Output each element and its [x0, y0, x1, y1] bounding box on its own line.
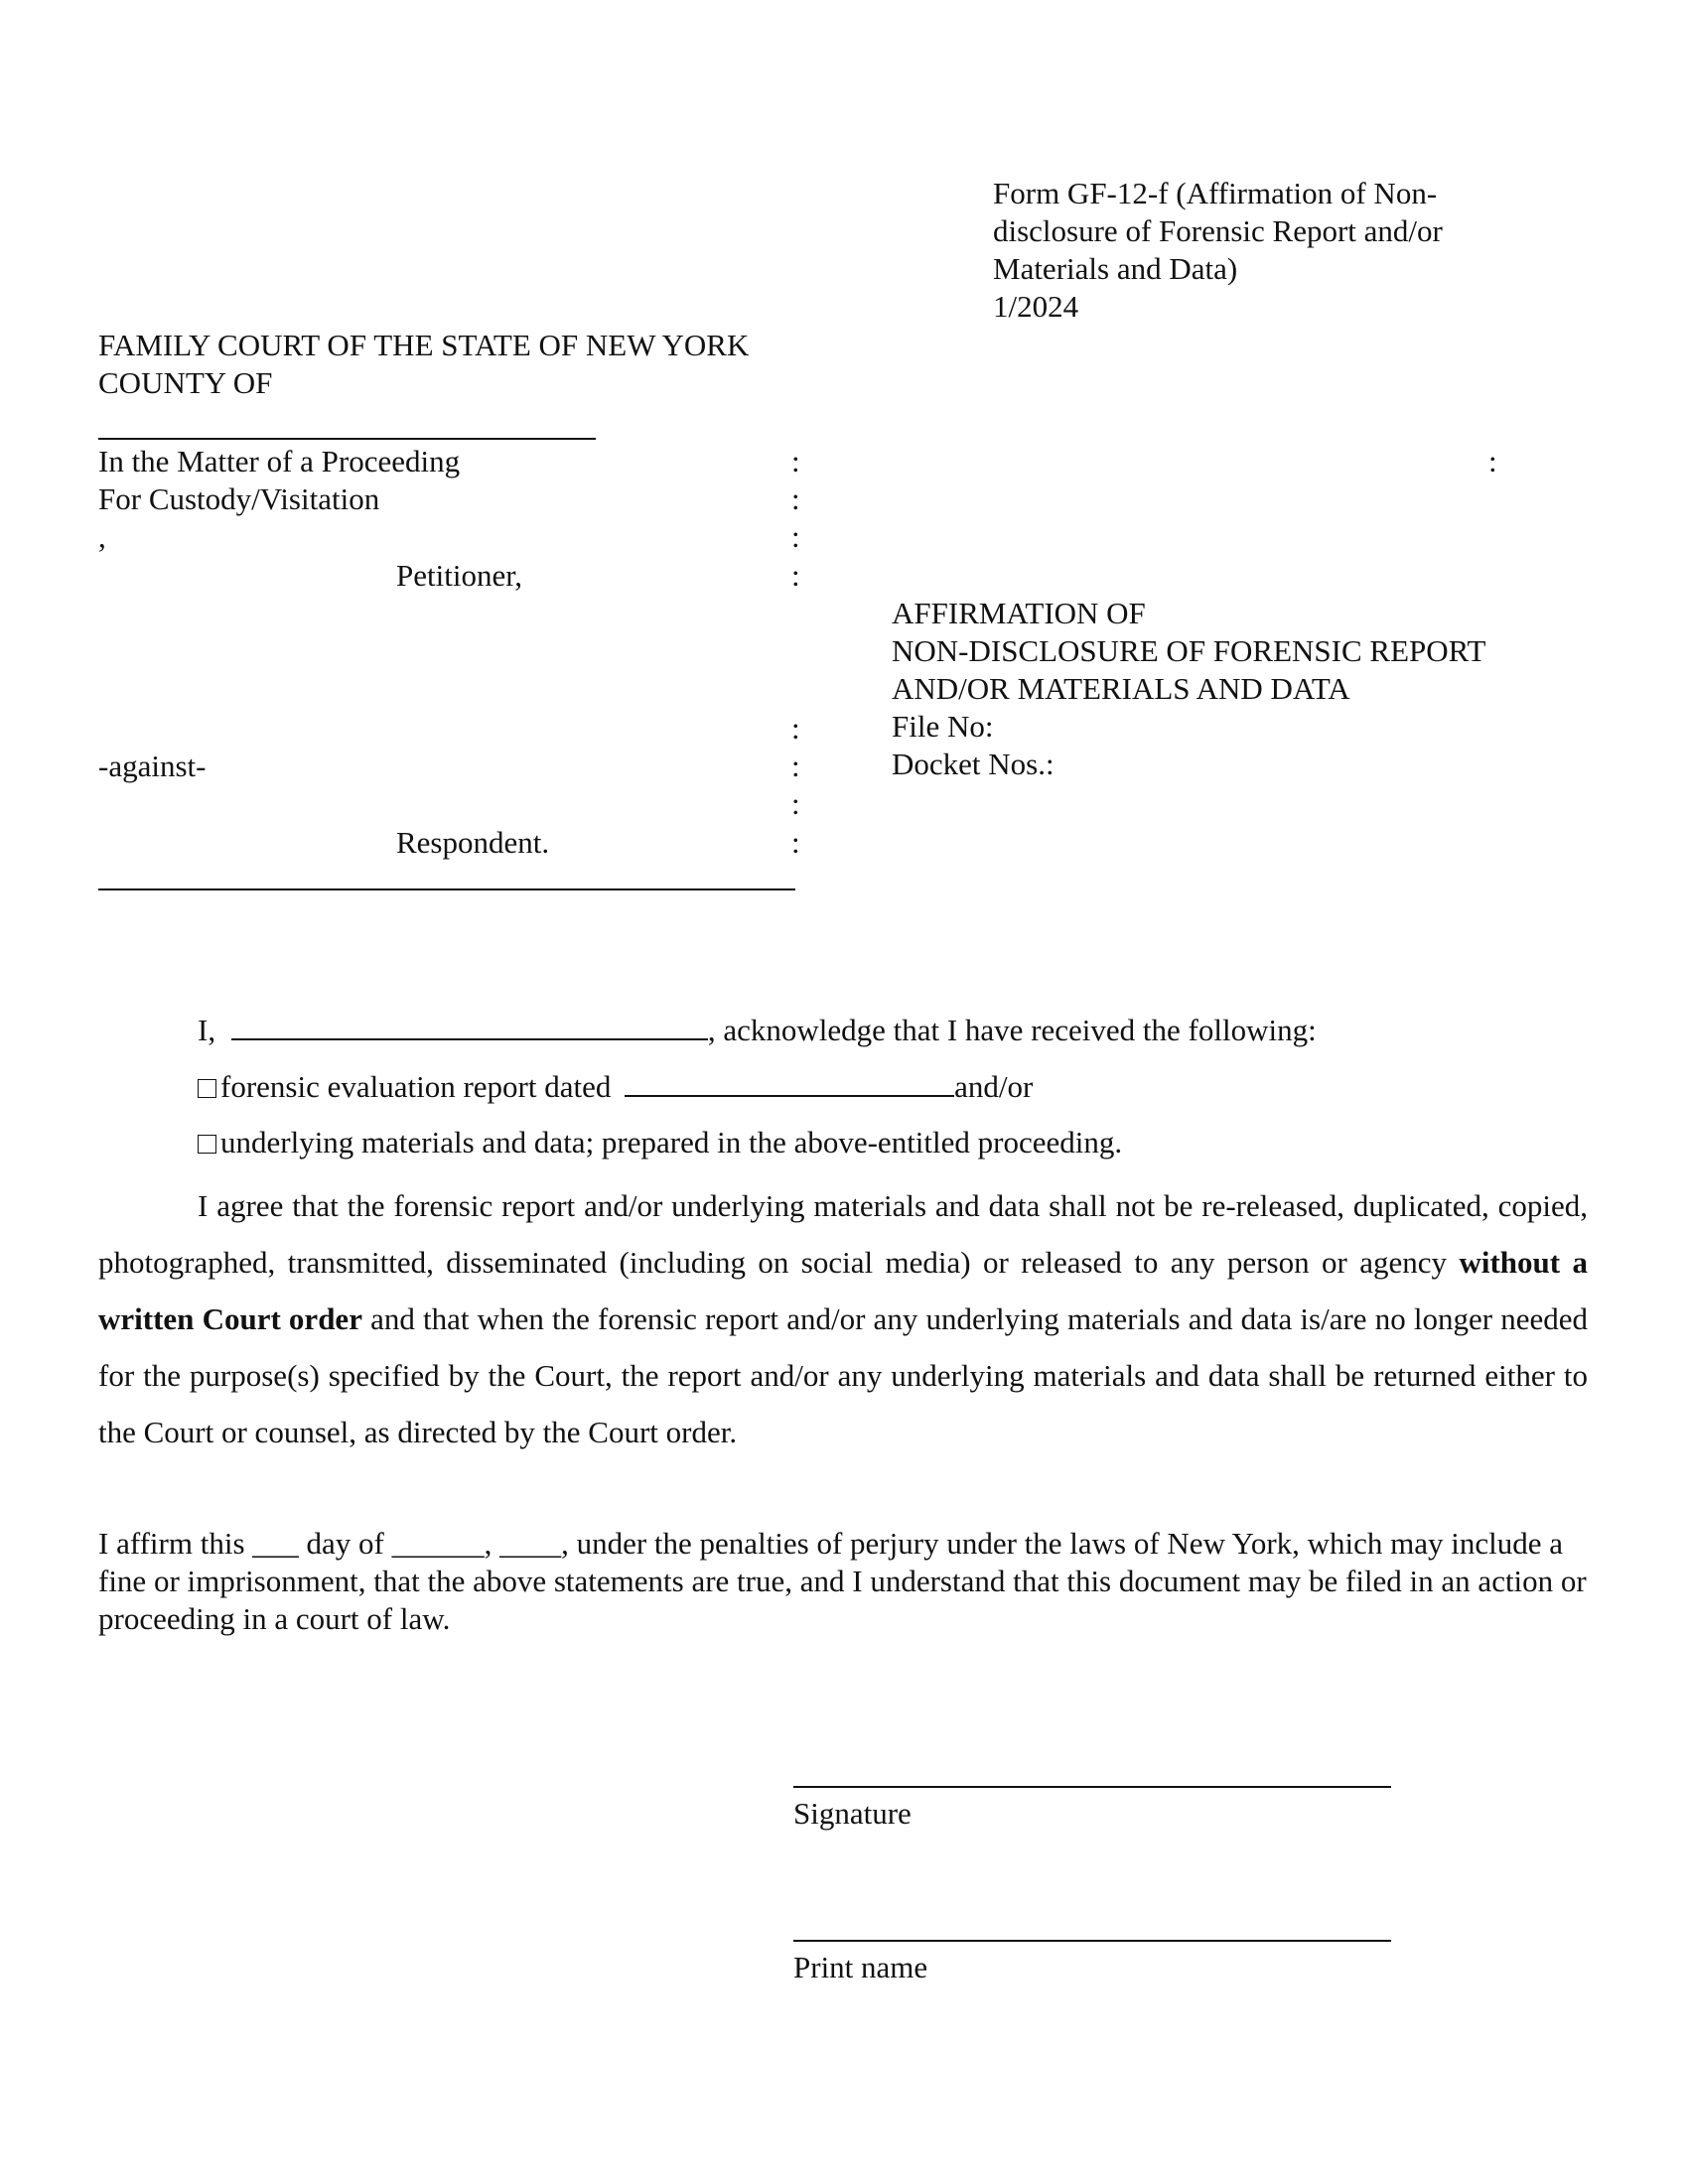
underlying-materials-checkbox[interactable]: [198, 1135, 216, 1154]
caption-colon: :: [791, 519, 800, 554]
affirmant-name-field[interactable]: [231, 1011, 708, 1040]
acknowledgement-line: [198, 1011, 1317, 1049]
court-heading: [98, 327, 749, 402]
against-label: -against-: [98, 749, 207, 783]
title-line-3: AND/OR MATERIALS AND DATA: [892, 671, 1350, 706]
option-underlying-materials: [198, 1124, 1122, 1161]
form-revision-date: 1/2024: [993, 289, 1079, 324]
option-forensic-report-label: forensic evaluation report dated: [220, 1069, 612, 1104]
docket-nos-label: Docket Nos.:: [892, 747, 1055, 781]
signature-line[interactable]: [793, 1786, 1391, 1788]
form-id-line-3: Materials and Data): [993, 251, 1238, 286]
report-date-field[interactable]: [625, 1067, 954, 1097]
matter-line-1: In the Matter of a Proceeding: [98, 444, 461, 478]
acknowledgement-suffix: , acknowledge that I have received the following:: [707, 1013, 1317, 1047]
form-identifier: [993, 175, 1443, 326]
print-name-label: Print name: [793, 1950, 928, 1984]
caption-colon: :: [791, 825, 800, 860]
caption-colon: :: [791, 786, 800, 821]
option-underlying-materials-label: underlying materials and data; prepared in the above-entitled proceeding.: [220, 1125, 1123, 1160]
caption-colon-right: :: [1488, 444, 1497, 478]
respondent-label: Respondent.: [396, 825, 550, 860]
print-name-line[interactable]: [793, 1940, 1391, 1942]
acknowledgement-prefix: I,: [198, 1013, 216, 1047]
caption-colon: :: [791, 444, 800, 478]
file-no-label: File No:: [892, 709, 994, 744]
title-line-2: NON-DISCLOSURE OF FORENSIC REPORT: [892, 633, 1486, 668]
petitioner-label: Petitioner,: [396, 558, 523, 593]
petitioner-name-comma: ,: [98, 519, 106, 554]
agreement-text-1: I agree that the forensic report and/or underlying materials and data shall not be re-released, duplicated, copied, photographed, transmitted, disseminated (including on social media) or released to any person or agency: [98, 1188, 1588, 1280]
agreement-bold-text: without a written Court order: [98, 1245, 1588, 1336]
caption-colon: :: [791, 749, 800, 783]
document-title: [892, 595, 1485, 783]
form-id-line-2: disclosure of Forensic Report and/or: [993, 213, 1443, 248]
agreement-text-2: and that when the forensic report and/or any underlying materials and data is/are no longer needed for the purpose(s) specified by the Court, the report and/or any underlying materials and data shall be returned either to the Court or counsel, as directed by the Court order.: [98, 1301, 1589, 1449]
affirmation-paragraph: I affirm this ___ day of ______, ____, under the penalties of perjury under the laws of New York, which may include a fine or imprisonment, that the above statements are true, and I understand that this document may be filed in an action or proceeding in a court of law.: [98, 1526, 1587, 1636]
signature-label: Signature: [793, 1796, 912, 1831]
caption-colon: :: [791, 711, 800, 746]
option-forensic-report: [198, 1067, 1033, 1106]
county-underline: [98, 438, 596, 440]
caption-bottom-rule: [98, 888, 795, 890]
county-label: COUNTY OF: [98, 365, 273, 400]
court-name: FAMILY COURT OF THE STATE OF NEW YORK: [98, 328, 750, 362]
form-id-line-1: Form GF-12-f (Affirmation of Non-: [993, 176, 1438, 210]
agreement-paragraph: [98, 1177, 1588, 1460]
title-line-1: AFFIRMATION OF: [892, 596, 1146, 630]
option-and-or: and/or: [954, 1069, 1034, 1104]
caption-colon: :: [791, 558, 800, 593]
matter-line-2: For Custody/Visitation: [98, 481, 380, 516]
caption-colon: :: [791, 481, 800, 516]
forensic-report-checkbox[interactable]: [198, 1079, 216, 1098]
